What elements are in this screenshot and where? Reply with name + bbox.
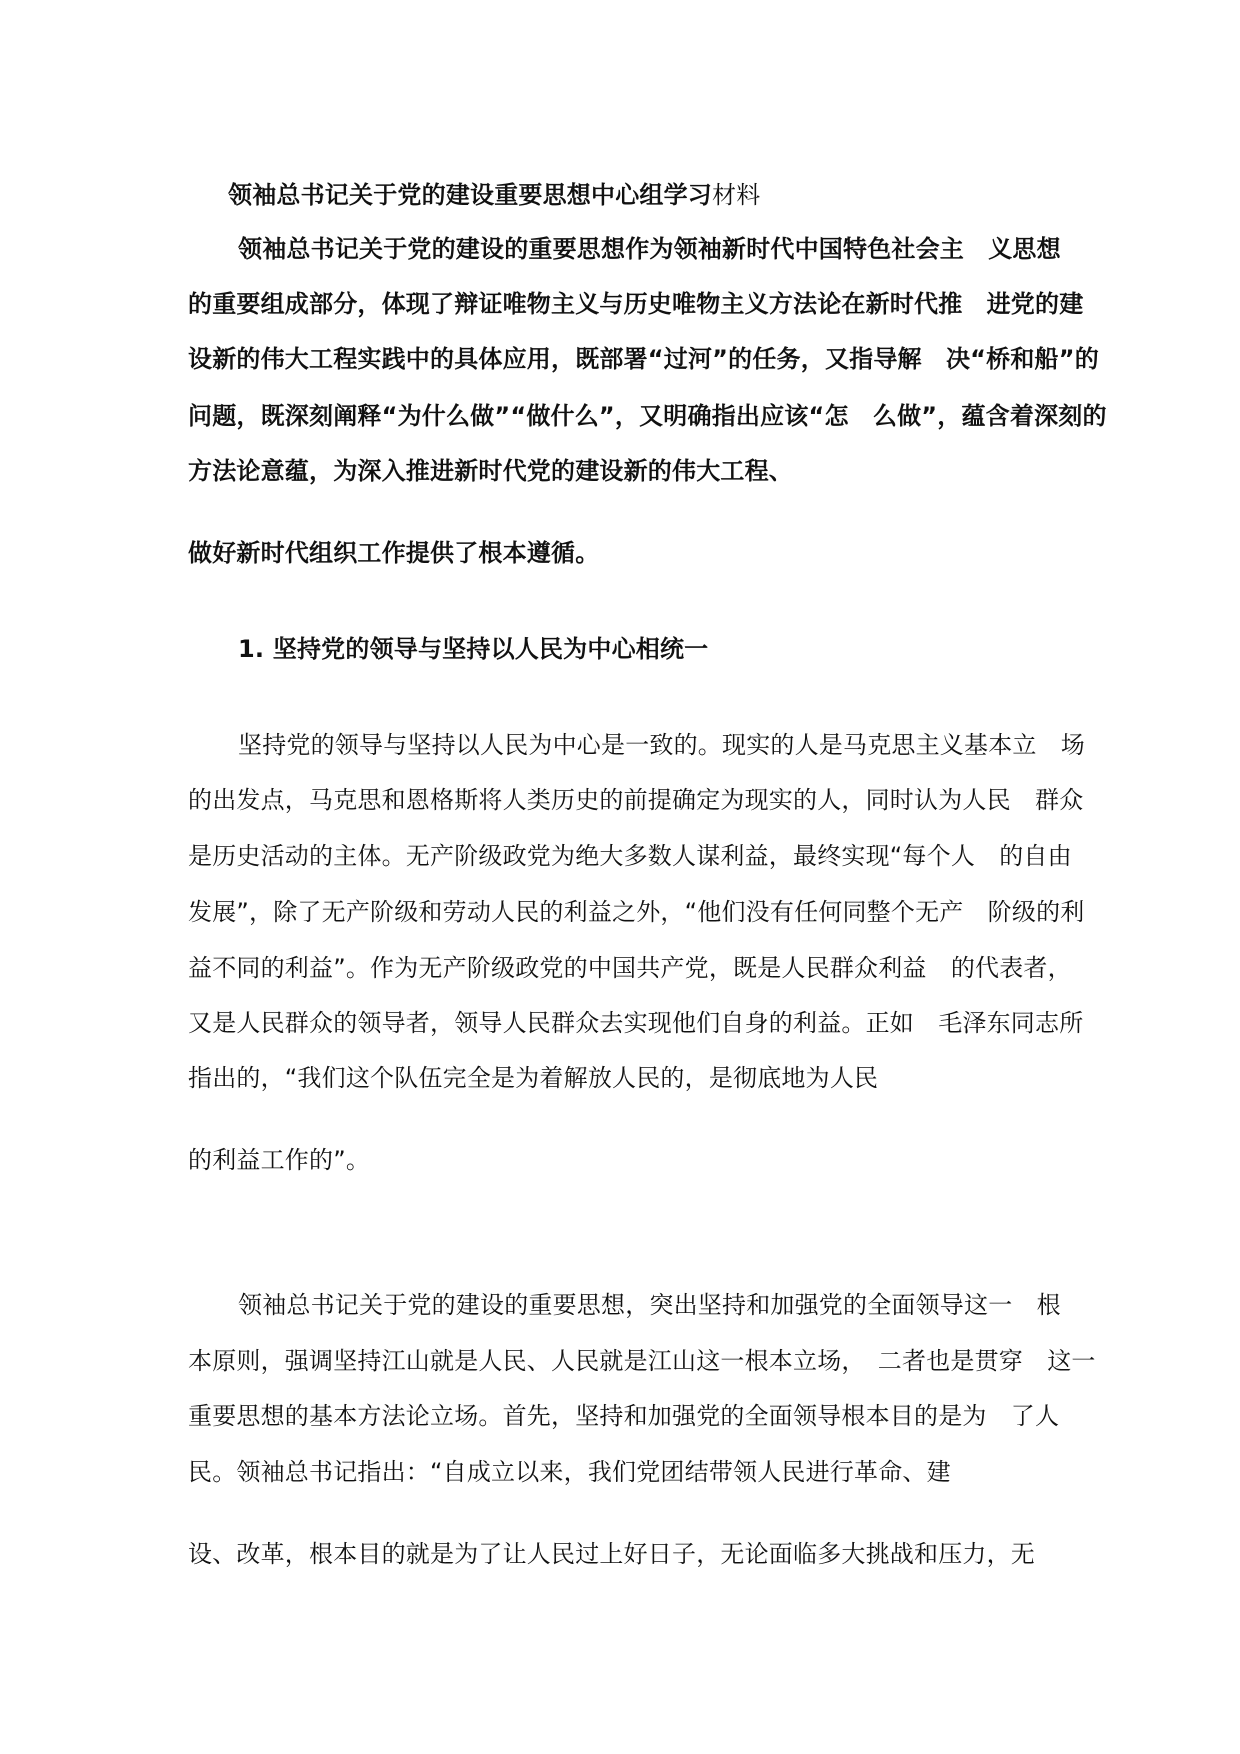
- para1-line: 的利益工作的”。: [188, 1146, 371, 1174]
- para1-line: 发展”，除了无产阶级和劳动人民的利益之外，“他们没有任何同整个无产 阶级的利: [188, 898, 1085, 926]
- para2-line: 本原则，强调坚持江山就是人民、人民就是江山这一根本立场， 二者也是贯穿 这一: [188, 1347, 1096, 1375]
- intro-line: 领袖总书记关于党的建设的重要思想作为领袖新时代中国特色社会主 义思想: [238, 235, 1061, 263]
- para1-line: 又是人民群众的领导者，领导人民群众去实现他们自身的利益。正如 毛泽东同志所: [188, 1009, 1084, 1037]
- intro-line: 做好新时代组织工作提供了根本遵循。: [188, 539, 600, 567]
- intro-line: 的重要组成部分，体现了辩证唯物主义与历史唯物主义方法论在新时代推 进党的建: [188, 290, 1084, 318]
- para2-line: 设、改革，根本目的就是为了让人民过上好日子，无论面临多大挑战和压力，无: [188, 1540, 1035, 1568]
- section-heading: 1. 坚持党的领导与坚持以人民为中心相统一: [238, 635, 709, 663]
- para1-line: 指出的，“我们这个队伍完全是为着解放人民的，是彻底地为人民: [188, 1064, 879, 1092]
- para1-line: 的出发点，马克思和恩格斯将人类历史的前提确定为现实的人，同时认为人民 群众: [188, 786, 1084, 814]
- intro-line: 问题，既深刻阐释“为什么做”“做什么”，又明确指出应该“怎 么做”，蕴含着深刻的: [188, 402, 1107, 430]
- intro-line: 方法论意蕴，为深入推进新时代党的建设新的伟大工程、: [188, 457, 793, 485]
- document-title: [228, 178, 760, 212]
- para2-line: 重要思想的基本方法论立场。首先，坚持和加强党的全面领导根本目的是为 了人: [188, 1402, 1060, 1430]
- intro-line: 设新的伟大工程实践中的具体应用，既部署“过河”的任务，又指导解 决“桥和船”的: [188, 345, 1099, 373]
- para1-line: 是历史活动的主体。无产阶级政党为绝大多数人谋利益，最终实现“每个人 的自由: [188, 842, 1072, 870]
- para2-line: 民。领袖总书记指出：“自成立以来，我们党团结带领人民进行革命、建: [188, 1458, 951, 1486]
- title-bold-part: 领袖总书记关于党的建设重要思想中心组学习: [228, 181, 712, 209]
- title-normal-part: 材料: [712, 181, 761, 209]
- para2-line: 领袖总书记关于党的建设的重要思想，突出坚持和加强党的全面领导这一 根: [238, 1291, 1061, 1319]
- para1-line: 坚持党的领导与坚持以人民为中心是一致的。现实的人是马克思主义基本立 场: [238, 731, 1085, 759]
- para1-line: 益不同的利益”。作为无产阶级政党的中国共产党，既是人民群众利益 的代表者，: [188, 954, 1072, 982]
